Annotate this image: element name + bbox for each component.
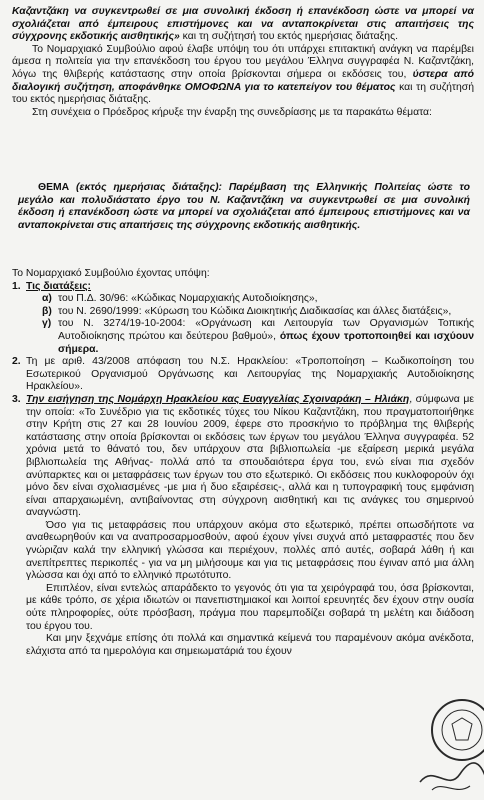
list-item (12, 281, 474, 357)
signature-stroke-2 (432, 786, 470, 790)
item-title: Την εισήγηση της Νομάρχη Ηρακλείου κας Ευαγγελίας Σχοιναράκη – Ηλιάκη (26, 393, 410, 405)
official-stamp-seal (412, 690, 484, 800)
theme-text: (εκτός ημερήσιας διάταξης): Παρέμβαση της Ελληνικής Πολιτείας ώστε το μεγάλο και πολυδιάστατο έργο του Ν. Καζαντζάκη να συγκεντρωθεί σε μια συνολική έκδοση ή επανέκδοση ώστε να μπορεί να σχολιάζεται από έμπειρους επιστήμονες και να ανταποκρίνεται στις απαιτήσεις της σύγχρονης εκδοτικής αισθητικής. (18, 182, 470, 231)
item-paragraph: Και μην ξεχνάμε επίσης ότι πολλά και σημαντικά κείμενά του παραμένουν ακόμα ανέκδοτα, ελάχιστα από τα ημερολόγια και σημειωματάριά του έχουν (26, 633, 474, 657)
item-title: Τις διατάξεις: (26, 280, 91, 292)
stamp-inner-ring (442, 710, 482, 750)
theme-paragraph (18, 182, 470, 232)
sub-item-letter: γ) (42, 318, 52, 330)
considerations-list (12, 268, 474, 658)
sub-item-letter: β) (42, 305, 52, 317)
sub-item-text: του Ν. 2690/1999: «Κύρωση του Κώδικα Διοικητικής Διαδικασίας και άλλες διατάξεις», (58, 305, 452, 317)
item-number: 3. (12, 393, 21, 405)
decision-text: Το Νομαρχιακό Συμβούλιο αφού έλαβε υπόψη του ότι υπάρχει επιτακτική ανάγκη να παρέμβει άμεσα η πολιτεία για την επανέκδοση του έργου του μεγάλου Έλληνα συγγραφέα Ν. Καζαντζάκη, λόγω της θλιβερής κατάστασης στην οποία βρίσκονται σήμερα οι εκδόσεις του, (12, 43, 474, 80)
item-paragraph: Επιπλέον, είναι εντελώς απαράδεκτο το γεγονός ότι για τα χειρόγραφά του, όσα βρίσκονται, με κάθε τρόπο, σε χέρια ιδιωτών οι πανεπιστημιακοί και λοιποί ερευνητές δεν έχουν στην ουσία ούτε πληροφορίες, ούτε πρόσβαση, πράγμα που παρεμποδίζει σοβαρά τη μελέτη και διάδοση του έργου του. (26, 582, 474, 632)
stamp-outer-ring (432, 700, 484, 760)
continuation-bold-text: Καζαντζάκη να συγκεντρωθεί σε μια συνολική έκδοση ή επανέκδοση ώστε να μπορεί να σχολιάζεται από έμπειρους επιστήμονες και να ανταποκρίνεται στις απαιτήσεις της σύγχρονης εκδοτικής αισθητικής» (12, 6, 474, 43)
sub-item (42, 293, 474, 306)
continuation-text: και τη συζήτησή του εκτός ημερήσιας διάταξης. (179, 31, 398, 43)
stamp-emblem (452, 718, 472, 740)
sub-item-bold-text: όπως έχουν τροποποιηθεί και ισχύουν σήμερα. (58, 330, 474, 355)
sub-item (42, 318, 474, 356)
item-number: 1. (12, 280, 21, 292)
item-text: Τη με αριθ. 43/2008 απόφαση του Ν.Σ. Ηρακλείου: «Τροποποίηση – Κωδικοποίηση του Εσωτερικού Οργανισμού Οργάνωσης και Λειτουργίας της Νομαρχιακής Αυτοδιοίκησης Ηρακλείου». (26, 356, 474, 393)
paragraph-session-start: Στη συνέχεια ο Πρόεδρος κήρυξε την έναρξη της συνεδρίασης με τα παρακάτω θέματα: (32, 106, 432, 118)
list-item (12, 356, 474, 394)
decision-bold-text: ύστερα από διαλογική συζήτηση, αποφάνθηκε ΟΜΟΦΩΝΑ για το κατεπείγον του θέματος (12, 68, 474, 93)
sub-item-text: του Π.Δ. 30/96: «Κώδικας Νομαρχιακής Αυτοδιοίκησης», (58, 293, 318, 305)
considerations-intro: Το Νομαρχιακό Συμβούλιο έχοντας υπόψη: (12, 268, 210, 279)
decision-tail-text: και τη συζήτησή του εκτός ημερήσιας διάταξης. (12, 81, 474, 106)
list-item (12, 394, 474, 658)
sub-item (42, 306, 474, 319)
theme-label: ΘΕΜΑ (38, 182, 70, 193)
signature-stroke (420, 763, 484, 786)
item-paragraph: Όσο για τις μεταφράσεις που υπάρχουν ακόμα στο εξωτερικό, πρέπει οπωσδήποτε να αναθεωρηθούν και να αναπροσαρμοσθούν, αφού έχουν γίνει συχνά από μεταφραστές που δεν γνώριζαν καλά την ελληνική γλώσσα και περιέχουν, πολλές από αυτές, σοβαρά λάθη ή και ανεπίτρεπτες περικοπές - για να μη μιλήσουμε και για τις μεταφράσεις που έγιναν από μια άλλη γλώσσα και όχι από το ελληνικό πρωτότυπο. (26, 519, 474, 582)
sub-item-text: του Ν. 3274/19-10-2004: «Οργάνωση και Λειτουργία των Οργανισμών Τοπικής Αυτοδιοίκησης πρώτου και δεύτερου βαθμού», (58, 318, 474, 342)
sub-item-letter: α) (42, 293, 52, 305)
item-number: 2. (12, 356, 21, 368)
theme-block (18, 182, 470, 232)
item-text: , σύμφωνα με την οποία: «Το Συνέδριο για τις εκδοτικές τύχες του Νίκου Καζαντζάκη, που πραγματοποιήθηκε στην Κρήτη στις 27 και 28 Ιουνίου 2009, έφερε στο προσκήνιο το πρόβλημα της θλιβερής κατάστασης στην οποία βρίσκονται οι εκδόσεις των έργων του μεγάλου Έλληνα συγγραφέα. 52 χρόνια μετά το θάνατό του, δεν υπάρχουν στα βιβλιοπωλεία -με εξαίρεση μερικά μεγάλα βιβλιοπωλεία της Αθήνας- πολλά από τα σπουδαιότερα έργα του, ενώ είναι πια σχεδόν ανύπαρκτες και οι μεταφράσεις των έργων του στο εξωτερικό. Οι εκδόσεις που κυκλοφορούν όχι μόνο δεν είναι σχολιασμένες -με μια ή δυο εξαιρέσεις-, αλλά και η τυπογραφική τους εμφάνιση είναι απαρχαιωμένη, αντιβαίνοντας στη σύγχρονη αισθητική και τις ανάγκες του σημερινού αναγνώστη. (26, 393, 474, 519)
opening-section (12, 6, 474, 119)
paragraph-continuation (12, 6, 474, 44)
paragraph-decision (12, 44, 474, 107)
